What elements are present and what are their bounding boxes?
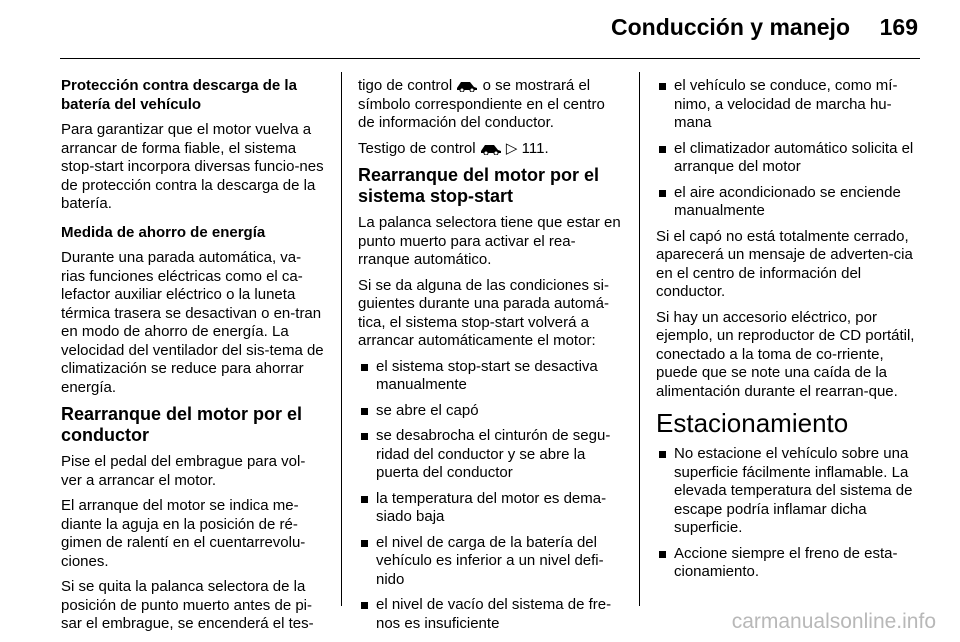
column-divider-2 <box>639 72 640 606</box>
paragraph <box>358 77 621 133</box>
paragraph: Para garantizar que el motor vuelva a arrancar de forma fiable, el sistema stop-start incorpora diversas funcio-nes de protección contra la descarga de la batería. <box>61 121 324 212</box>
paragraph: Pise el pedal del embrague para vol-ver a arrancar el motor. <box>61 453 306 489</box>
paragraph: Durante una parada automática, va-rias funciones eléctricas como el ca-lefactor auxiliar eléctrico o la luneta térmica trasera se desactivan o en-tran en modo de ahorro de energía. La velocidad del ventilador del sis-tema de climatización se reduce para ahorrar energía. <box>61 249 324 396</box>
column-1 <box>61 77 324 641</box>
car-warning-icon <box>480 141 502 155</box>
column-3 <box>656 77 919 589</box>
heading-driver-restart: Rearranque del motor por el conductor <box>61 404 303 445</box>
column-2 <box>358 77 621 640</box>
column-divider-1 <box>341 72 342 606</box>
list-item: se abre el capó <box>358 402 621 421</box>
text: Testigo de control <box>358 139 476 157</box>
paragraph: Si hay un accesorio eléctrico, por ejemplo, un reproductor de CD portátil, conectado a la toma de co-rriente, puede que se note una caída de la alimentación durante el rearran-que. <box>656 308 915 400</box>
list-item: Accione siempre el freno de esta-cionamiento. <box>656 545 919 582</box>
paragraph: El arranque del motor se indica me-diante la aguja en la posición de ré-gimen de ralentí en el cuentarrevolu-ciones. <box>61 497 306 570</box>
paragraph: La palanca selectora tiene que estar en punto muerto para activar el rea-rranque automático. <box>358 214 621 268</box>
list-item: el aire acondicionado se enciende manualmente <box>656 184 919 221</box>
list-item: el nivel de carga de la batería del vehículo es inferior a un nivel defi-nido <box>358 534 621 590</box>
list-item: se desabrocha el cinturón de segu-ridad del conductor y se abre la puerta del conductor <box>358 427 621 483</box>
heading-system-restart: Rearranque del motor por el sistema stop-start <box>358 165 600 206</box>
header-rule <box>60 58 920 59</box>
restart-conditions-list-continued <box>656 77 919 221</box>
car-warning-icon <box>456 78 478 92</box>
parking-list <box>656 445 919 582</box>
page-number: 169 <box>879 14 918 40</box>
heading-energy-saving: Medida de ahorro de energía <box>61 223 266 241</box>
list-item: el vehículo se conduce, como mí-nimo, a velocidad de marcha hu-mana <box>656 77 919 133</box>
text: tigo de control <box>358 77 453 94</box>
page-reference: 111. <box>521 139 549 157</box>
page-header-title: Conducción y manejo <box>611 14 850 40</box>
paragraph: Si el capó no está totalmente cerrado, aparecerá un mensaje de adverten-cia en el centro de información del conductor. <box>656 227 913 300</box>
list-item: la temperatura del motor es dema-siado baja <box>358 490 621 527</box>
list-item: el climatizador automático solicita el arranque del motor <box>656 140 919 177</box>
paragraph: Si se quita la palanca selectora de la posición de punto muerto antes de pi-sar el embrague, se encenderá el tes- <box>61 578 314 632</box>
restart-conditions-list <box>358 358 621 634</box>
page-ref-icon: ▷ <box>505 139 518 157</box>
watermark: carmanualsonline.info <box>731 610 936 633</box>
text: o se mostrará el símbolo correspondiente en el centro de información del conductor. <box>358 77 605 131</box>
list-item: No estacione el vehículo sobre una superficie fácilmente inflamable. La elevada temperatura del sistema de escape podría inflamar dicha superficie. <box>656 445 919 538</box>
paragraph <box>358 140 621 159</box>
heading-parking: Estacionamiento <box>656 408 849 438</box>
list-item: el nivel de vacío del sistema de fre-nos es insuficiente <box>358 596 621 633</box>
heading-battery-protection: Protección contra descarga de la batería del vehículo <box>61 77 297 113</box>
paragraph: Si se da alguna de las condiciones si-guientes durante una parada automá-tica, el sistema stop-start volverá a arrancar automáticamente el motor: <box>358 276 610 349</box>
list-item: el sistema stop-start se desactiva manualmente <box>358 358 621 395</box>
